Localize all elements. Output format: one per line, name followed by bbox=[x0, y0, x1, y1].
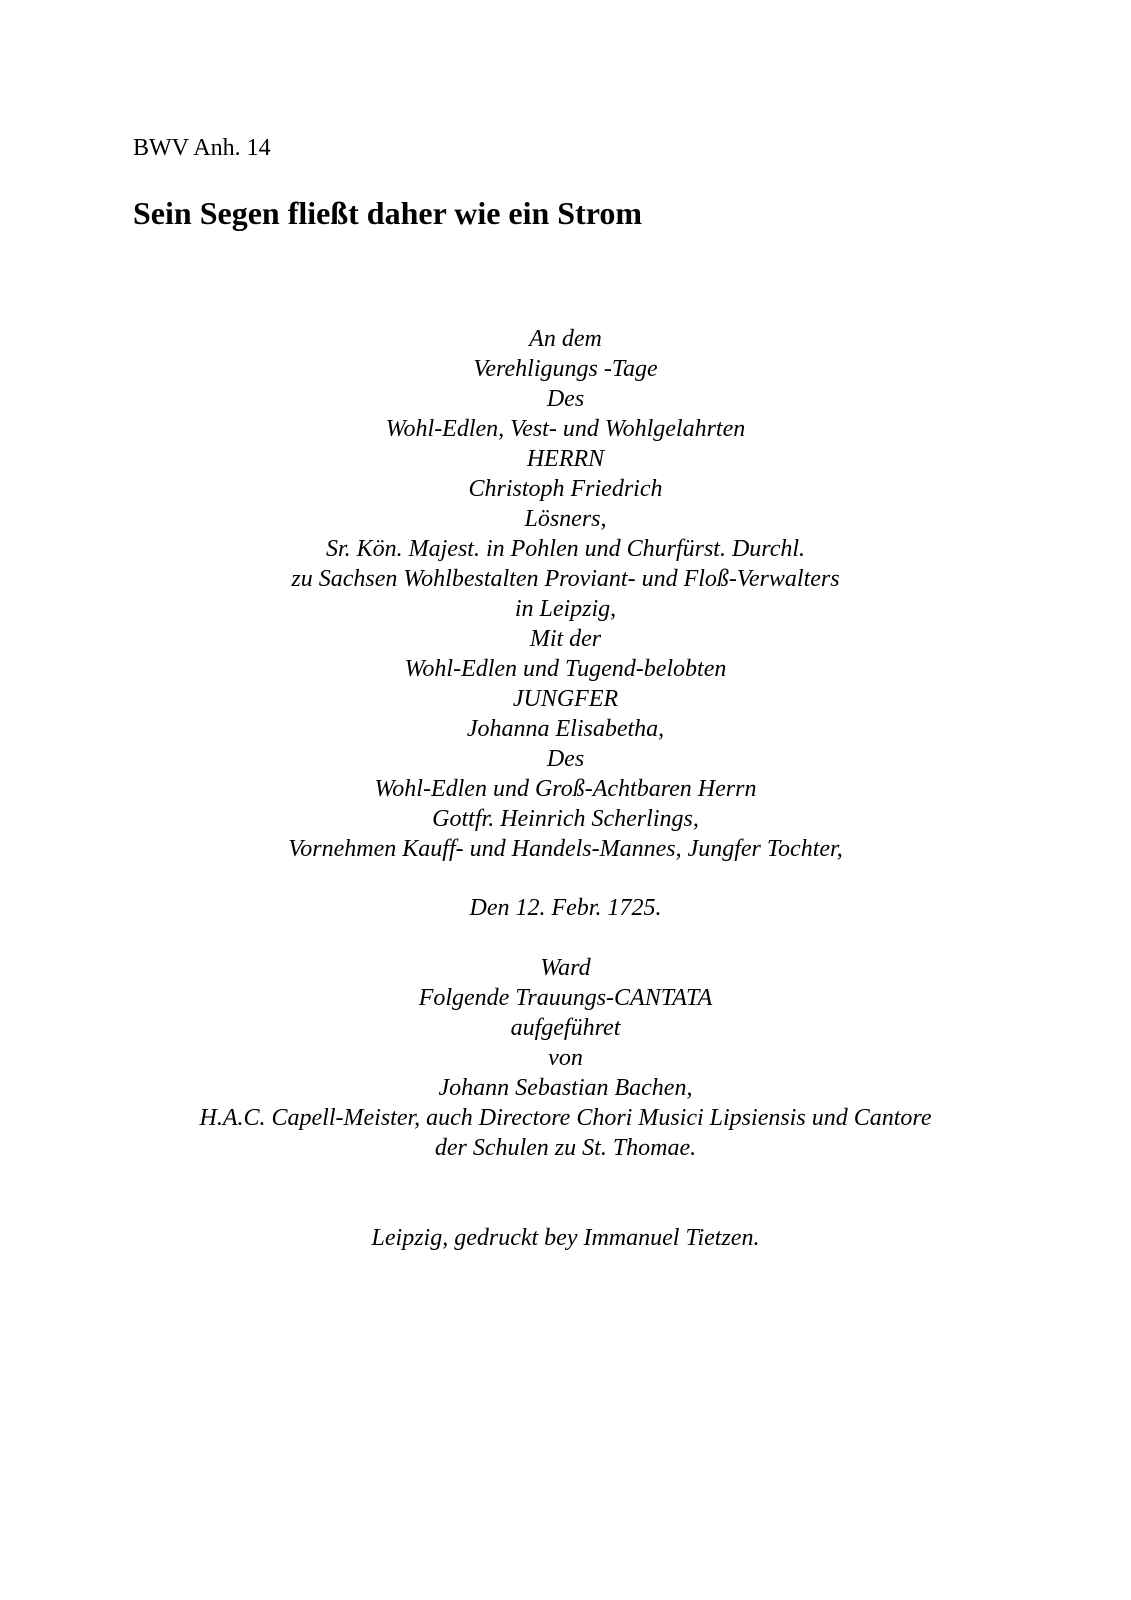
dedication-line: JUNGFER bbox=[512, 686, 619, 712]
performance-line: der Schulen zu St. Thomae. bbox=[434, 1135, 697, 1161]
performance-block bbox=[0, 953, 1131, 1163]
imprint-line: Leipzig, gedruckt bey Immanuel Tietzen. bbox=[371, 1225, 760, 1251]
dedication-line: Verehligungs -Tage bbox=[473, 356, 658, 382]
catalog-number: BWV Anh. 14 bbox=[133, 135, 271, 161]
dedication-line: in Leipzig, bbox=[514, 596, 617, 622]
performance-line: von bbox=[548, 1045, 583, 1071]
dedication-line: zu Sachsen Wohlbestalten Proviant- und Floß-Verwalters bbox=[291, 566, 840, 592]
dedication-line: Johanna Elisabetha, bbox=[466, 716, 665, 742]
date-block bbox=[0, 893, 1131, 923]
dedication-line: Wohl-Edlen und Tugend-belobten bbox=[404, 656, 727, 682]
performance-line: Johann Sebastian Bachen, bbox=[438, 1075, 693, 1101]
performance-line: aufgeführet bbox=[510, 1015, 621, 1041]
dedication-line: Des bbox=[546, 746, 585, 772]
imprint-block bbox=[0, 1223, 1131, 1253]
dedication-line: Sr. Kön. Majest. in Pohlen und Churfürst. Durchl. bbox=[325, 536, 806, 562]
cantata-title: Sein Segen fließt daher wie ein Strom bbox=[133, 195, 643, 231]
dedication-line: Mit der bbox=[529, 626, 602, 652]
dedication-line: Vornehmen Kauff- und Handels-Mannes, Jungfer Tochter, bbox=[288, 836, 843, 862]
performance-line: Ward bbox=[540, 955, 591, 981]
performance-line: H.A.C. Capell-Meister, auch Directore Chori Musici Lipsiensis und Cantore bbox=[199, 1105, 932, 1131]
dedication-line: Wohl-Edlen, Vest- und Wohlgelahrten bbox=[385, 416, 746, 442]
dedication-line: Lösners, bbox=[524, 506, 607, 532]
dedication-line: Gottfr. Heinrich Scherlings, bbox=[432, 806, 699, 832]
performance-line: Folgende Trauungs-CANTATA bbox=[418, 985, 713, 1011]
dedication-line: Des bbox=[546, 386, 585, 412]
date-line: Den 12. Febr. 1725. bbox=[469, 895, 662, 921]
dedication-line: An dem bbox=[529, 326, 602, 352]
dedication-block bbox=[0, 324, 1131, 864]
dedication-line: HERRN bbox=[526, 446, 605, 472]
dedication-line: Christoph Friedrich bbox=[468, 476, 663, 502]
dedication-line: Wohl-Edlen und Groß-Achtbaren Herrn bbox=[374, 776, 757, 802]
